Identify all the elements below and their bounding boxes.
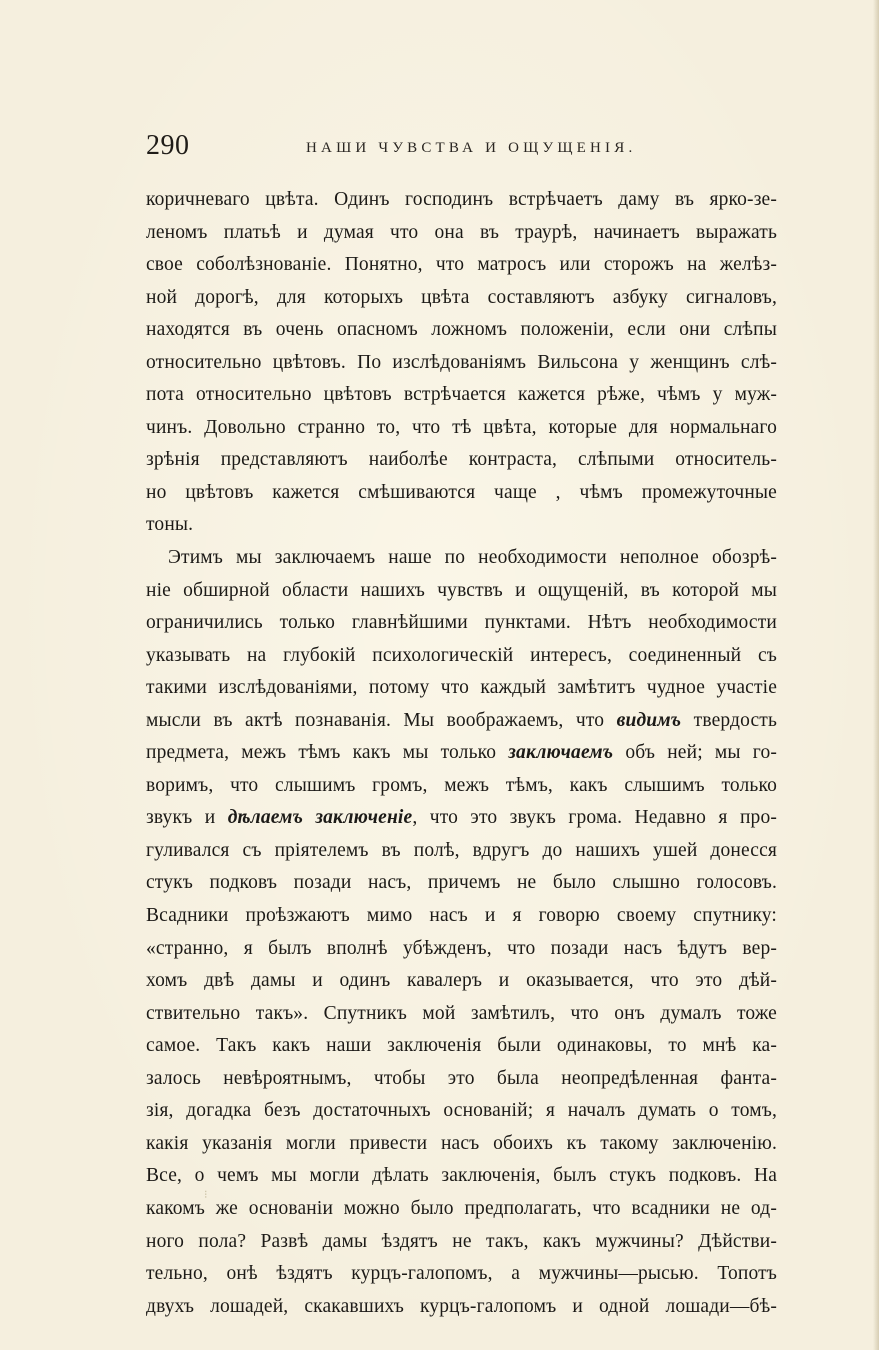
emphasis-text: дѣлаемъ заключеніе [227, 807, 413, 829]
running-head: НАШИ ЧУВСТВА И ОЩУЩЕНІЯ. [306, 140, 637, 156]
page-edge-shadow [873, 0, 879, 1350]
text-run: объ ней; мы го- [613, 742, 777, 764]
text-run: мысли въ актѣ познаванія. Мы воображаемъ, что [146, 709, 617, 731]
text-line: Всадники проѣзжаютъ мимо насъ и я говорю своему спутнику: [146, 905, 777, 927]
text-line: чинъ. Довольно странно то, что тѣ цвѣта, которые для нормальнаго [146, 416, 777, 438]
text-line: такими изслѣдованіями, потому что каждый замѣтитъ чудное участіе [146, 677, 777, 699]
body-text [146, 184, 777, 1323]
page-number: 290 [146, 130, 190, 161]
text-line: коричневаго цвѣта. Одинъ господинъ встрѣчаетъ даму въ ярко-зе- [146, 189, 777, 210]
emphasis-text: видимъ [616, 709, 682, 731]
text-run: , что это звукъ грома. Недавно я про- [412, 807, 777, 829]
paragraph-first-line: Этимъ мы заключаемъ наше по необходимости неполное обозрѣ- [168, 547, 777, 569]
text-line: какомъ же основаніи можно было предполагать, что всадники не од- [146, 1197, 777, 1219]
text-line: какія указанія могли привести насъ обоихъ къ такому заключенію. [146, 1132, 777, 1154]
text-line: зрѣнія представляютъ наиболѣе контраста, слѣпыми относитель- [146, 449, 777, 471]
text-line: леномъ платьѣ и думая что она въ траурѣ, начинаетъ выражать [146, 221, 777, 243]
text-line: гуливался съ пріятелемъ въ полѣ, вдругъ до нашихъ ушей донесся [146, 839, 777, 861]
text-line: зія, догадка безъ достаточныхъ основаній; я началъ думать о томъ, [146, 1100, 777, 1122]
text-run: звукъ и [146, 807, 228, 829]
text-line: ніе обширной области нашихъ чувствъ и ощущеній, въ которой мы [146, 579, 777, 601]
text-line: самое. Такъ какъ наши заключенія были одинаковы, то мнѣ ка- [146, 1035, 777, 1057]
text-run: предмета, межъ тѣмъ какъ мы только [146, 742, 509, 764]
text-line [146, 802, 777, 835]
text-line: стукъ подковъ позади насъ, причемъ не было слышно голосовъ. [146, 872, 777, 894]
text-line: хомъ двѣ дамы и одинъ кавалеръ и оказывается, что это дѣй- [146, 970, 777, 992]
text-line [146, 705, 777, 738]
paper-speck: ⁝ [204, 1189, 208, 1201]
text-line: «странно, я былъ вполнѣ убѣжденъ, что позади насъ ѣдутъ вер- [146, 937, 777, 959]
text-line: пота относительно цвѣтовъ встрѣчается кажется рѣже, чѣмъ у муж- [146, 384, 777, 406]
text-line: свое соболѣзнованіе. Понятно, что матросъ или сторожъ на желѣз- [146, 254, 777, 276]
emphasis-text: заключаемъ [508, 742, 614, 764]
text-line: ограничились только главнѣйшими пунктами. Нѣтъ необходимости [146, 612, 777, 634]
text-line [146, 737, 777, 770]
text-line: ного пола? Развѣ дамы ѣздятъ не такъ, какъ мужчины? Дѣйстви- [146, 1230, 777, 1252]
page-header [146, 130, 776, 166]
paragraph-end-line: тоны. [146, 514, 194, 536]
text-line: Все, о чемъ мы могли дѣлать заключенія, былъ стукъ подковъ. На [146, 1165, 777, 1187]
text-line: указывать на глубокій психологическій интересъ, соединенный съ [146, 644, 777, 666]
text-run: твердость [681, 709, 777, 731]
text-line: залось невѣроятнымъ, чтобы это была неопредѣленная фанта- [146, 1067, 777, 1089]
text-line: относительно цвѣтовъ. По изслѣдованіямъ Вильсона у женщинъ слѣ- [146, 351, 777, 373]
text-line: двухъ лошадей, скакавшихъ курцъ-галопомъ и одной лошади—бѣ- [146, 1295, 777, 1317]
text-line: находятся въ очень опасномъ ложномъ положеніи, если они слѣпы [146, 319, 777, 341]
text-line: ной дорогѣ, для которыхъ цвѣта составляютъ азбуку сигналовъ, [146, 286, 777, 308]
text-line: но цвѣтовъ кажется смѣшиваются чаще , чѣмъ промежуточные [146, 481, 777, 503]
text-line: тельно, онѣ ѣздятъ курцъ-галопомъ, а мужчины—рысью. Топотъ [146, 1263, 777, 1285]
text-line: воримъ, что слышимъ громъ, межъ тѣмъ, какъ слышимъ только [146, 774, 777, 796]
text-line: ствительно такъ». Спутникъ мой замѣтилъ, что онъ думалъ тоже [146, 1002, 777, 1024]
